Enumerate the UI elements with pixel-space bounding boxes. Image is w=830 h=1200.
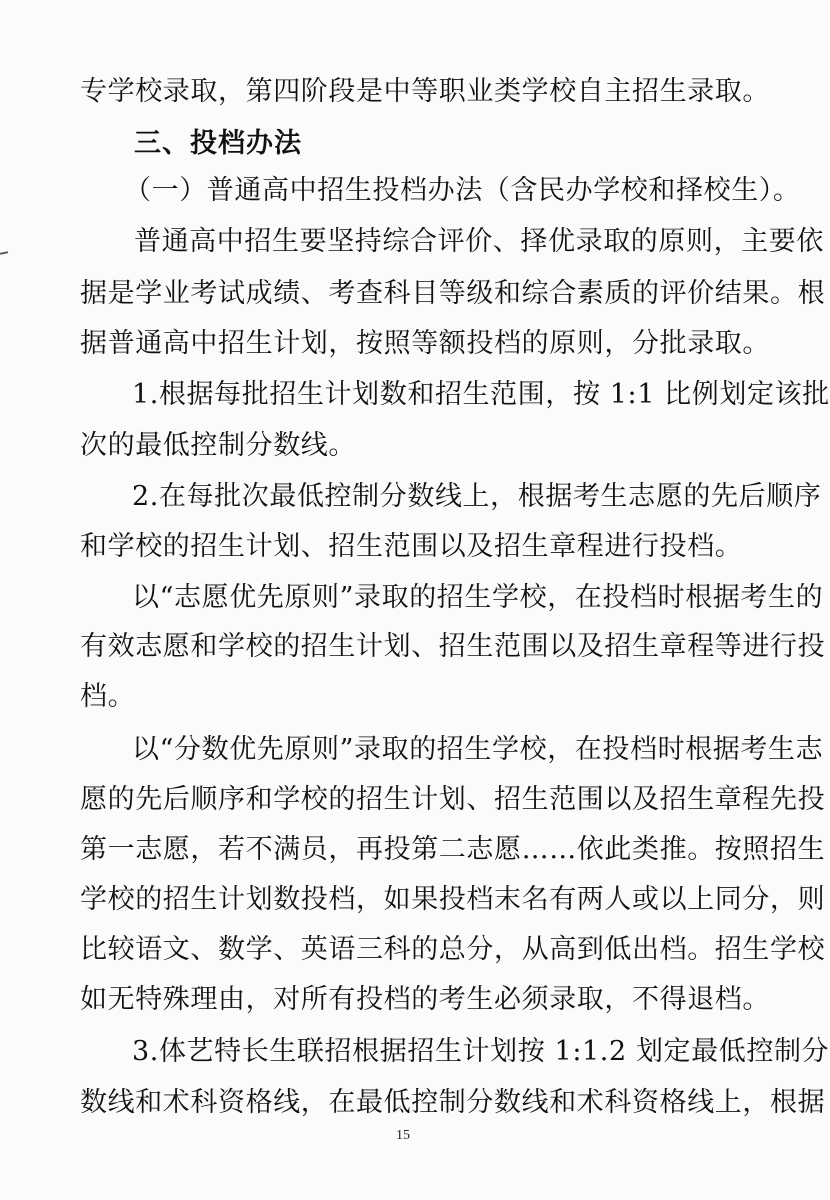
paragraph-3-line-1: 以“分数优先原则”录取的招生学校，在投档时根据考生志 — [132, 734, 824, 765]
page-number: 15 — [396, 1128, 410, 1143]
subsection-heading: （一）普通高中招生投档办法（含民办学校和择校生）。 — [124, 175, 801, 206]
paragraph-3-line-6: 如无特殊理由，对所有投档的考生必须录取，不得退档。 — [80, 984, 770, 1015]
paragraph-3-line-2: 愿的先后顺序和学校的招生计划、招生范围以及招生章程先投 — [80, 784, 826, 815]
text-line-1: 专学校录取，第四阶段是中等职业类学校自主招生录取。 — [80, 76, 770, 107]
paragraph-3-line-5: 比较语文、数学、英语三科的总分，从高到低出档。招生学校 — [80, 934, 826, 965]
paragraph-2-line-3: 档。 — [80, 681, 136, 712]
item-2-line-2: 和学校的招生计划、招生范围以及招生章程进行投档。 — [80, 531, 743, 562]
item-1-line-2: 次的最低控制分数线。 — [80, 430, 356, 461]
paragraph-3-line-3: 第一志愿，若不满员，再投第二志愿……依此类推。按照招生 — [80, 834, 826, 865]
paragraph-3-line-4: 学校的招生计划数投档，如果投档末名有两人或以上同分，则 — [80, 884, 826, 915]
paragraph-2-line-2: 有效志愿和学校的招生计划、招生范围以及招生章程等进行投 — [80, 631, 826, 662]
paragraph-2-line-1: 以“志愿优先原则”录取的招生学校，在投档时根据考生的 — [132, 582, 824, 613]
paragraph-1-line-1: 普通高中招生要坚持综合评价、择优录取的原则，主要依 — [134, 226, 824, 257]
item-2-line-1: 2.在每批次最低控制分数线上，根据考生志愿的先后顺序 — [132, 481, 822, 512]
item-3-line-2: 数线和术科资格线，在最低控制分数线和术科资格线上，根据 — [80, 1087, 826, 1118]
paragraph-1-line-3: 据普通高中招生计划，按照等额投档的原则，分批录取。 — [80, 328, 770, 359]
section-heading: 三、投档办法 — [134, 128, 302, 159]
item-1-line-1: 1.根据每批招生计划数和招生范围，按 1:1 比例划定该批 — [132, 379, 830, 410]
paragraph-1-line-2: 据是学业考试成绩、考查科目等级和综合素质的评价结果。根 — [80, 278, 826, 309]
item-3-line-1: 3.体艺特长生联招根据招生计划按 1:1.2 划定最低控制分 — [132, 1036, 830, 1067]
